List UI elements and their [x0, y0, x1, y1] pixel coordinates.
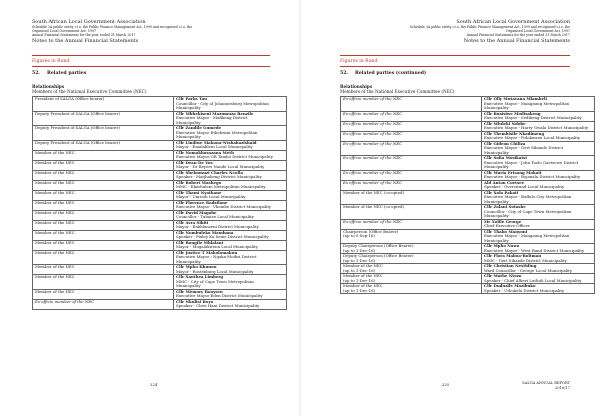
member-cell: [174, 150, 287, 160]
role-text: Member of the NEC: [35, 159, 75, 165]
member-position: Speaker - Uthukela District Municipality: [484, 287, 565, 293]
role-cell: [341, 180, 482, 190]
member-name: Cllr Zolani Sotashe: [484, 204, 526, 209]
member-name: Cllr Avra Sibiti: [176, 219, 209, 225]
role-cell: [33, 140, 174, 150]
member-cell: [482, 180, 595, 190]
right-page: [300, 0, 600, 416]
member-name: Cllr Nomakhosazana Meth: [176, 149, 234, 155]
header-line-2: Organised Local Government Act, 1997: [506, 29, 570, 34]
page-number-right: 225: [442, 382, 450, 387]
role-text: Ex-officio member of the NEC: [343, 179, 403, 185]
member-position: Speaker - Chief Albert Luthuli Local Municipality: [484, 277, 582, 283]
member-cell: [174, 220, 287, 230]
role-period: (up to 1-Dec-16): [343, 277, 376, 283]
member-cell: [482, 97, 595, 112]
note-title: Related parties: [47, 71, 87, 76]
role-period: (up to 5-Sep-16): [343, 233, 375, 238]
member-position: Speaker - Overstrand Local Municipality: [484, 184, 565, 189]
table-row: [341, 156, 595, 171]
role-text: Deputy President of SALGA (Office bearer): [35, 125, 120, 130]
table-row: [341, 244, 595, 254]
member-position: Ward Councillor - George Local Municipality: [484, 267, 573, 273]
member-position: Executive Mayor - Polokwane Local Municipality: [484, 135, 581, 140]
member-cell: [174, 160, 287, 170]
table-row: [33, 250, 287, 265]
member-position: Municipality: [484, 213, 509, 218]
role-text: Chairperson (Office Bearer): [343, 228, 399, 234]
footer-report-title: SALGA ANNUAL REPORT: [522, 381, 570, 385]
member-name: Cllr Olly Mutavana Mlambeli: [484, 96, 547, 101]
member-name: Cllr Bongile Mhlalani: [176, 239, 224, 245]
role-text: Member of the NEC: [35, 249, 75, 255]
role-cell: [33, 97, 174, 112]
member-cell: [482, 244, 595, 254]
member-name: Cllr Sofia Mosikatsi: [484, 155, 527, 160]
member-name: Cllr Maria Ertsang Mokati: [484, 169, 542, 175]
member-name: Cllr Memory Booysen: [176, 288, 223, 294]
section-title: Figures in Rand: [340, 59, 378, 64]
relationships-subtitle: Members of the National Executive Committee (NEC): [32, 89, 147, 95]
role-text: Member of the NEC: [35, 219, 75, 225]
role-cell: [341, 190, 482, 205]
role-text: Member of the NEC: [343, 263, 383, 268]
table-row: [33, 275, 287, 290]
member-name: Cllr Dean De Vos: [176, 159, 213, 165]
member-name: Cllr Flora Maboa-Boltman: [484, 253, 542, 258]
role-text: Ex-officio member of the NEC: [343, 96, 403, 101]
member-name: Ald Anton Coetsee: [484, 179, 525, 185]
role-cell: [341, 121, 482, 131]
org-name: South African Local Government Association: [456, 19, 570, 25]
member-position: Municipality: [484, 105, 509, 110]
member-name: Cllr Xanthea Limberg: [176, 274, 224, 279]
member-cell: [482, 229, 595, 244]
member-cell: [174, 180, 287, 190]
member-name: Cllr Robert Mashego: [176, 179, 222, 185]
member-position: Mayor - Emalahleni Local Municipality: [176, 144, 253, 149]
role-text: Member of the NEC: [35, 209, 75, 215]
role-text: Deputy President of SALGA (Office bearer): [35, 139, 120, 145]
role-cell: [341, 219, 482, 229]
relationships-title: Relationships: [32, 84, 65, 89]
member-cell: [174, 140, 287, 150]
role-text: Ex-officio member of the NEC: [343, 218, 403, 224]
member-name: Cllr Thembisile Nkadimeng: [484, 130, 545, 136]
member-position: Executive Mayor - West Rand District Municipality: [484, 247, 585, 253]
header-line-2: Organised Local Government Act, 1997: [32, 29, 96, 34]
table-row: [341, 190, 595, 205]
role-text: Member of the NEC: [35, 149, 75, 155]
note-number: 52.: [32, 71, 40, 76]
member-name: Cllr Thabo Manyoni: [484, 228, 528, 234]
org-name: South African Local Government Association: [32, 19, 146, 25]
right-related-parties-table: [340, 96, 595, 294]
role-cell: [33, 299, 174, 309]
member-cell: [174, 170, 287, 180]
member-position: Executive Mayor - John Taolo Gaetsewe District: [484, 159, 579, 165]
member-position: Municipality: [484, 237, 509, 243]
role-text: Ex-officio member of the NEC: [343, 120, 403, 126]
role-text: Ex-officio member of the NEC: [343, 140, 403, 146]
role-cell: [33, 200, 174, 210]
member-cell: [482, 111, 595, 121]
member-name: Cllr Zandile Gumede: [176, 125, 222, 130]
member-position: Councillor - City of Johannesburg Metropolitan: [176, 100, 269, 106]
member-cell: [482, 156, 595, 171]
role-text: Member of the NEC: [35, 288, 75, 294]
table-row: [33, 240, 287, 250]
member-cell: [174, 200, 287, 210]
role-cell: [341, 229, 482, 244]
role-period: (up to 1-Dec-16): [343, 267, 376, 273]
role-period: (up to 1-Dec-16): [343, 257, 376, 263]
member-name: Cllr Busisiwe Modisakeng: [484, 110, 541, 116]
member-name: Cllr Gideon Chiliza: [484, 140, 526, 146]
member-cell: [174, 250, 287, 265]
member-name: Cllr Sbekumuzi Charles Ncolla: [176, 169, 243, 175]
member-cell: [174, 299, 287, 309]
member-cell: [482, 170, 595, 180]
table-row: [33, 170, 287, 180]
member-name: Cllr Mbhekiseni Mazumuza Benzile: [176, 110, 254, 116]
member-position: Executive Mayor - Vhembe District Municipality: [176, 204, 272, 209]
table-row: [341, 121, 595, 131]
member-position: Municipality: [176, 119, 201, 125]
role-cell: [33, 190, 174, 200]
role-text: Deputy President of SALGA (Office bearer): [35, 110, 120, 116]
member-cell: [174, 210, 287, 220]
right-header: [410, 19, 570, 44]
header-rule: [32, 55, 270, 56]
role-text: President of SALGA (Office bearer): [35, 96, 105, 101]
role-text: Member of the NEC (co-opted): [343, 204, 405, 209]
member-cell: [482, 205, 595, 220]
member-position: Councillor - Tubatse Local Municipality: [176, 214, 254, 219]
table-row: [33, 111, 287, 126]
member-position: Municipality: [484, 198, 509, 204]
member-position: Mayor - Umzodi Local Municipality: [176, 194, 246, 199]
table-row: [341, 205, 595, 220]
role-cell: [33, 126, 174, 141]
role-cell: [33, 275, 174, 290]
table-row: [33, 180, 287, 190]
member-position: Chief Executive Officer: [484, 223, 530, 228]
role-text: Member of the NEC: [35, 179, 75, 185]
member-cell: [482, 284, 595, 294]
role-cell: [33, 220, 174, 230]
member-position: Executive Mayor - Sedibeng District Municipality: [484, 115, 582, 120]
member-name: Cllr Florence Radzilane: [176, 199, 228, 205]
role-cell: [341, 141, 482, 156]
table-row: [341, 229, 595, 244]
table-row: [341, 97, 595, 112]
role-text: Member of the NEC: [35, 274, 75, 279]
member-position: Executive Mayor - Bojanala District Municipality: [484, 174, 581, 179]
member-name: Cllr Mpho Nawa: [484, 243, 520, 248]
role-cell: [33, 150, 174, 160]
table-row: [33, 230, 287, 240]
note-title: Related parties (continued): [355, 71, 427, 76]
member-position: Municipality: [484, 164, 509, 169]
member-position: Mayor - Enkhlanzeni District Municipality: [176, 224, 259, 229]
role-cell: [341, 274, 482, 284]
relationships-heading: [340, 84, 455, 95]
role-cell: [33, 160, 174, 170]
role-cell: [341, 170, 482, 180]
member-name: Cllr Justice T Makolomakwa: [176, 249, 238, 255]
table-row: [33, 210, 287, 220]
member-position: Mayor - Mogalakwena Local Municipality: [176, 244, 258, 249]
member-position: Executive Mayor - Gert Sibande District: [484, 145, 564, 150]
role-period: (up to 1-Dec-16): [343, 287, 376, 293]
role-cell: [341, 205, 482, 220]
role-cell: [341, 131, 482, 141]
table-row: [33, 126, 287, 141]
member-position: Speaker - Chris Hani District Municipality: [176, 303, 260, 308]
role-text: Member of the NEC: [35, 264, 75, 269]
member-cell: [174, 111, 287, 126]
member-position: Executive Mayor OR Tambo District Municipality: [176, 154, 273, 159]
role-text: Ex-officio member of the NEC: [35, 298, 95, 304]
role-text: Ex-officio member of the NEC: [343, 110, 403, 116]
table-row: [33, 299, 287, 309]
member-position: Councillor - City of Cape Town Metropolitan: [484, 208, 572, 214]
role-cell: [33, 250, 174, 265]
table-row: [341, 274, 595, 284]
member-position: Speaker - Pixley Ka Seme District Municipality: [176, 234, 269, 239]
role-text: Ex-officio member of the NEC: [343, 155, 403, 160]
member-position: Executive Mayor - Buffalo City Metropolitan: [484, 194, 572, 199]
member-position: MMC - Ekurhuleni Metropolitan Municipality: [176, 184, 266, 189]
section-rule: [340, 66, 570, 67]
member-position: Municipality: [484, 149, 509, 155]
member-name: Cllr Lindiwe Makona-Ntshabazishaid: [176, 139, 257, 145]
member-cell: [482, 264, 595, 274]
member-position: Mayor - Dr Beyers Naude Local Municipality: [176, 164, 265, 169]
header-notes: Notes to the Annual Financial Statements: [463, 37, 570, 44]
role-cell: [33, 180, 174, 190]
table-row: [33, 265, 287, 275]
header-line-1: Schedule 3A public entity i.t.o. the Public Finance Management Act, 1999 and recognised i.t.o. the: [32, 25, 193, 29]
role-text: Member of the NEC: [343, 283, 383, 288]
member-position: Executive Mayor - Ngaka-Modiri District: [176, 254, 257, 259]
header-line-3: Annual Financial Statements for the year ended 31 March 2017: [32, 33, 136, 38]
role-cell: [33, 111, 174, 126]
member-position: Executive Mayor - Mangaung Metropolitan: [484, 100, 570, 106]
member-cell: [174, 126, 287, 141]
member-cell: [482, 254, 595, 264]
role-cell: [33, 230, 174, 240]
page-number-left: 224: [150, 382, 158, 387]
role-cell: [33, 170, 174, 180]
table-row: [341, 131, 595, 141]
member-position: Executive Mayor Eden District Municipality: [176, 293, 263, 298]
table-row: [33, 150, 287, 160]
note-number: 52.: [340, 71, 348, 76]
role-cell: [33, 289, 174, 299]
table-row: [33, 140, 287, 150]
member-position: Executive Mayor - Harry Gwala District Municipality: [484, 125, 589, 130]
relationships-title: Relationships: [340, 84, 373, 89]
note-heading: [340, 71, 426, 76]
member-name: Cllr Mluleki Ndobe: [484, 120, 526, 126]
table-row: [33, 220, 287, 230]
member-cell: [174, 240, 287, 250]
member-cell: [482, 190, 595, 205]
table-row: [341, 254, 595, 264]
member-position: Executive Mayor - Mafikeng District: [176, 115, 248, 120]
member-position: Municipality: [176, 134, 201, 139]
role-text: Member of the NEC: [343, 273, 383, 278]
note-heading: [32, 71, 86, 76]
member-cell: [174, 265, 287, 275]
role-cell: [341, 244, 482, 254]
member-name: Cllr Mpho Khunou: [176, 264, 217, 269]
relationships-subtitle: Members of the National Executive Committee (NEC): [340, 89, 455, 95]
header-line-3: Annual Financial Statements for the year ended 31 March 2017: [466, 33, 570, 38]
member-name: Cllr Nkulisi Boyo: [176, 298, 214, 304]
table-row: [341, 219, 595, 229]
member-name: Cllr Christian Nesthling: [484, 263, 537, 268]
role-cell: [341, 156, 482, 171]
section-title: Figures in Rand: [32, 59, 70, 64]
role-text: Member of the NEC: [35, 189, 75, 195]
left-header: [32, 19, 192, 44]
role-text: Member of the NEC (co-opted): [343, 189, 405, 195]
member-position: Municipality: [176, 258, 201, 264]
table-row: [341, 170, 595, 180]
member-name: Cllr David Magabe: [176, 209, 217, 215]
role-cell: [341, 97, 482, 112]
member-position: Executive Mayor - Mangaung Metropolitan: [484, 233, 570, 238]
member-position: Municipality: [176, 283, 201, 288]
footer-report-year: 2016/17: [555, 385, 570, 390]
role-cell: [341, 264, 482, 274]
member-cell: [482, 141, 595, 156]
table-row: [341, 111, 595, 121]
member-position: MMC - Gert Sibande District Municipality: [484, 257, 567, 263]
header-line-1: Schedule 3A public entity i.t.o. the Public Finance Management Act, 1999 and recognised i.t.o. the: [409, 25, 570, 29]
table-row: [33, 160, 287, 170]
table-row: [341, 264, 595, 274]
role-text: Member of the NEC: [35, 199, 75, 205]
header-rule: [340, 55, 570, 56]
table-row: [33, 190, 287, 200]
member-position: MMC - City of Cape Town Metropolitan: [176, 278, 254, 284]
report-footer: [522, 381, 570, 390]
table-row: [33, 289, 287, 299]
role-period: (up to 1-Dec-16): [343, 247, 376, 253]
table-row: [341, 284, 595, 294]
table-row: [341, 141, 595, 156]
left-related-parties-table: [32, 96, 287, 310]
member-cell: [174, 275, 287, 290]
member-cell: [482, 121, 595, 131]
member-cell: [482, 219, 595, 229]
role-text: Member of the NEC: [35, 239, 75, 245]
member-position: Speaker - Matjhabeng District Municipality: [176, 174, 262, 179]
member-position: Executive Mayor Ethekwini Metropolitan: [176, 129, 258, 135]
relationships-heading: [32, 84, 147, 95]
member-cell: [482, 131, 595, 141]
section-rule: [32, 66, 270, 67]
member-cell: [174, 230, 287, 240]
member-cell: [174, 97, 287, 112]
member-name: Cllr Duduzile Mazibuko: [484, 283, 536, 288]
member-position: Mayor - Rustenburg Local Municipality: [176, 268, 254, 274]
table-row: [33, 97, 287, 112]
member-name: Mr Xolile George: [484, 218, 522, 224]
member-cell: [174, 289, 287, 299]
member-cell: [482, 274, 595, 284]
member-position: Municipality: [176, 105, 201, 110]
role-text: Deputy Chairperson (Office Bearer): [343, 243, 414, 248]
table-row: [33, 200, 287, 210]
member-name: Cllr Parks Tau: [176, 96, 207, 101]
role-text: Member of the NEC: [35, 169, 75, 175]
role-text: Deputy Chairperson (Office Bearer): [343, 253, 414, 258]
member-name: Cllr Mathe Ntozo: [484, 273, 522, 278]
role-text: Member of the NEC: [35, 229, 75, 235]
role-text: Ex-officio member of the NEC: [343, 130, 403, 136]
role-cell: [33, 265, 174, 275]
role-cell: [341, 111, 482, 121]
role-cell: [341, 284, 482, 294]
member-name: Cllr Xola Pakati: [484, 189, 519, 195]
role-text: Ex-officio member of the NEC: [343, 169, 403, 175]
role-cell: [33, 240, 174, 250]
table-row: [341, 180, 595, 190]
member-name: Cllr Nombuleko Mambana: [176, 229, 234, 235]
header-notes: Notes to the Annual Financial Statements: [32, 37, 139, 44]
member-cell: [174, 190, 287, 200]
member-name: Cllr Thami Nyathane: [176, 189, 222, 195]
role-cell: [341, 254, 482, 264]
role-cell: [33, 210, 174, 220]
